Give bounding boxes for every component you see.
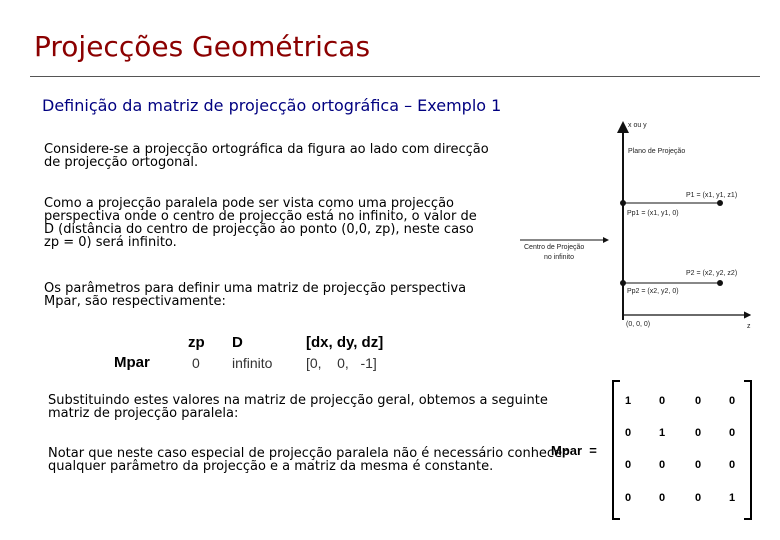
point-p1: [717, 200, 723, 206]
paragraph-note: Notar que neste caso especial de projecção paralela não é necessário conhecer qualquer parâmetro da projecção e a matriz da mesma é constante.: [48, 446, 568, 474]
plane-label: Plano de Projeção: [628, 148, 686, 155]
matrix-cell: 0: [694, 459, 702, 471]
header-d: D: [232, 334, 243, 351]
p2-label: P2 = (x2, y2, z2): [686, 270, 738, 277]
matrix-label: Mpar =: [551, 443, 597, 458]
matrix-cell: 0: [624, 427, 632, 439]
matrix-cell: 0: [624, 492, 632, 504]
value-zp: 0: [192, 355, 200, 371]
z-axis-label: z: [747, 323, 751, 330]
header-zp: zp: [188, 334, 205, 351]
paragraph-intro: Considere-se a projecção ortográfica da figura ao lado com direcção de projecção ortogonal.: [44, 142, 489, 170]
point-p2: [717, 280, 723, 286]
paragraph-parameters: Os parâmetros para definir uma matriz de projecção perspectiva Mpar, são respectivamente:: [44, 281, 467, 309]
matrix-cell: 0: [728, 395, 736, 407]
matrix-cell: 0: [658, 395, 666, 407]
orthographic-projection-figure: [510, 115, 760, 340]
center-label-infinity: no infinito: [544, 254, 574, 261]
matrix-cell: 1: [658, 427, 666, 439]
paragraph-substitution: Substituindo estes valores na matriz de projecção geral, obtemos a seguinte matriz de projecção paralela:: [48, 393, 548, 421]
matrix-cell: 0: [658, 492, 666, 504]
matrix-cell: 1: [624, 395, 632, 407]
pp2-label: Pp2 = (x2, y2, 0): [627, 288, 679, 295]
row-label-mpar: Mpar: [114, 354, 150, 371]
matrix-cell: 0: [694, 427, 702, 439]
slide-title: Projecções Geométricas: [34, 30, 371, 63]
origin-label: (0, 0, 0): [626, 321, 651, 328]
point-pp2: [620, 280, 626, 286]
matrix-cell: 0: [658, 459, 666, 471]
point-pp1: [620, 200, 626, 206]
header-direction: [dx, dy, dz]: [306, 334, 384, 351]
matrix-cell: 1: [728, 492, 736, 504]
mpar-matrix: [612, 380, 752, 520]
slide-subtitle: Definição da matriz de projecção ortográfica – Exemplo 1: [42, 96, 502, 115]
axis-label-xy: x ou y: [628, 122, 647, 129]
matrix-cell: 0: [728, 427, 736, 439]
matrix-cell: 0: [694, 492, 702, 504]
paragraph-infinity: Como a projecção paralela pode ser vista como uma projecção perspectiva onde o centro de projecção está no infinito, o valor de D (distância do centro de projecção ao ponto (0,0, zp), neste caso zp = 0) será infinito.: [44, 196, 477, 250]
value-direction: [0, 0, -1]: [306, 355, 377, 371]
pp1-label: Pp1 = (x1, y1, 0): [627, 210, 679, 217]
matrix-cell: 0: [694, 395, 702, 407]
matrix-cell: 0: [624, 459, 632, 471]
center-label: Centro de Projeção: [524, 244, 585, 251]
p1-label: P1 = (x1, y1, z1): [686, 192, 738, 199]
matrix-cell: 0: [728, 459, 736, 471]
title-divider: [30, 76, 760, 77]
matrix-right-bracket: [744, 380, 752, 520]
value-d: infinito: [232, 355, 273, 371]
